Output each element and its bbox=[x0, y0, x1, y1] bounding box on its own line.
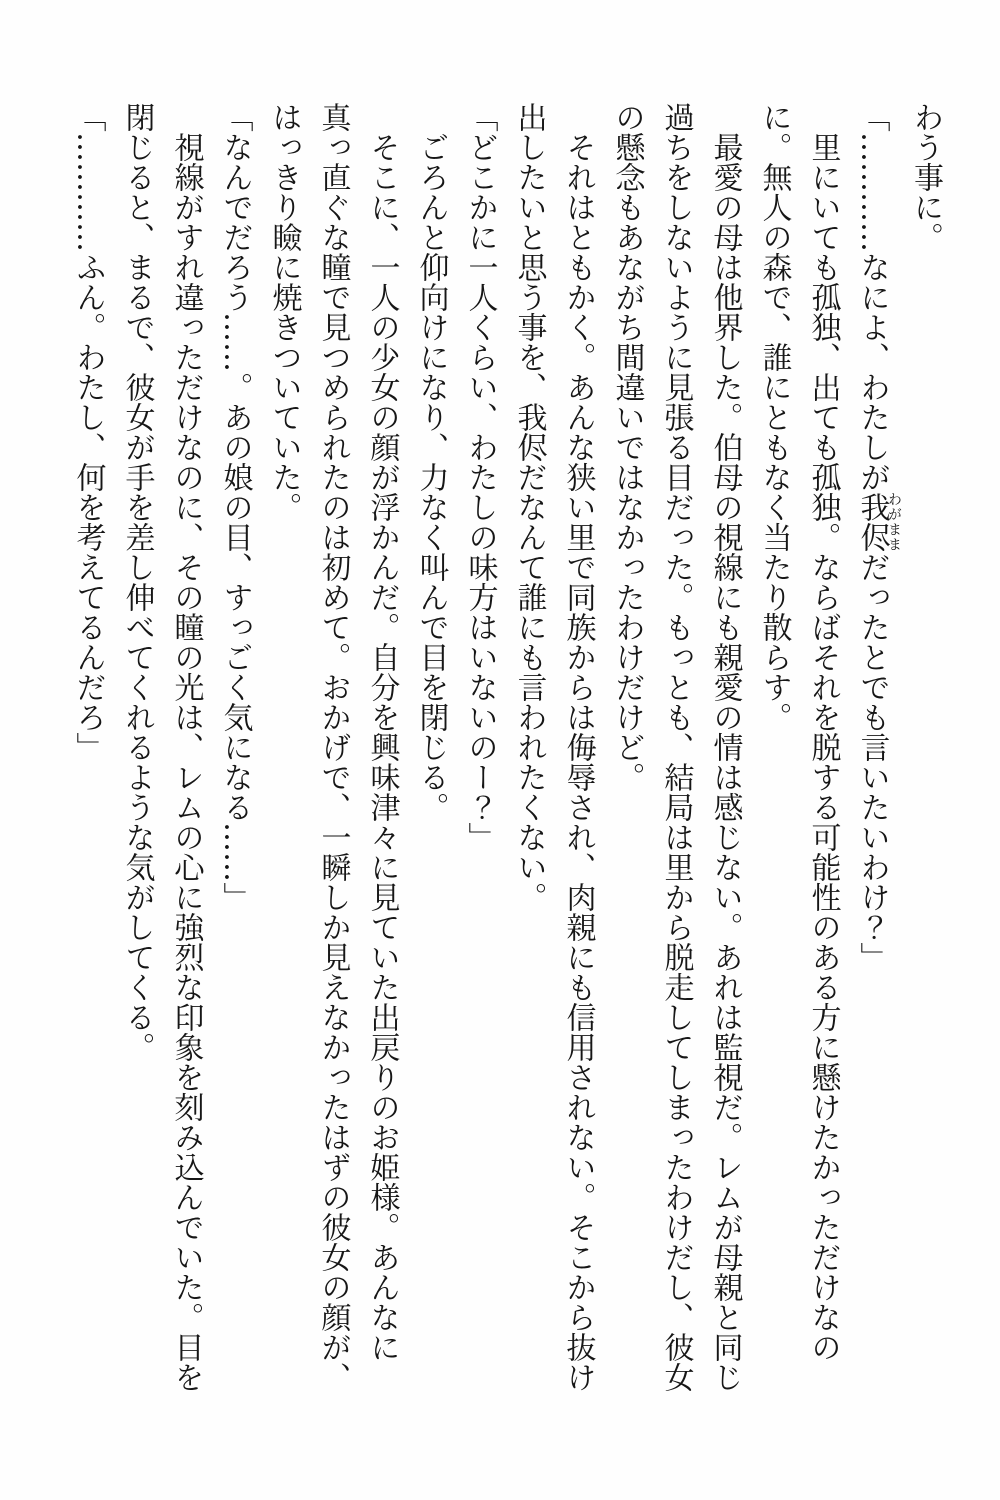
paragraph: それはともかく。あんな狭い里で同族からは侮辱され、肉親にも信用されない。そこから抜け出したいと思う事を、我侭だなんて誰にも言われたくない。 bbox=[511, 102, 596, 1392]
paragraph: 「どこかに一人くらい、わたしの味方はいないのー？」 bbox=[462, 102, 498, 852]
paragraph: 里にいても孤独、出ても孤独。ならばそれを脱する可能性のある方に懸けたかっただけなのに。無人の森で、誰にともなく当たり散らす。 bbox=[756, 102, 841, 1362]
ruby-annotated-word: 我侭わがまま bbox=[854, 492, 902, 552]
paragraph: わう事に。 bbox=[908, 102, 943, 252]
paragraph: ごろんと仰向けになり、力なく叫んで目を閉じる。 bbox=[413, 132, 449, 822]
paragraph: 「なんでだろう……。あの娘の目、すっごく気になる……」 bbox=[217, 102, 253, 912]
paragraph: 視線がすれ違っただけなのに、その瞳の光は、レムの心に強烈な印象を刻み込んでいた。目を閉じると、まるで、彼女が手を差し伸べてくれるような気がしてくる。 bbox=[119, 102, 204, 1392]
paragraph: 「…………なによ、わたしが我侭わがままだったとでも言いたいわけ？」 bbox=[854, 102, 902, 972]
paragraph: 「…………ふん。わたし、何を考えてるんだろ」 bbox=[70, 102, 106, 762]
paragraph: そこに、一人の少女の顔が浮かんだ。自分を興味津々に見ていた出戻りのお姫様。あんなに真っ直ぐな瞳で見つめられたのは初めて。おかげで、一瞬しか見えなかったはずの彼女の顔が、はっきり瞼に焼きついていた。 bbox=[266, 102, 400, 1392]
page-text-vertical bbox=[64, 102, 951, 1394]
paragraph: 最愛の母は他界した。伯母の視線にも親愛の情は感じない。あれは監視だ。レムが母親と同じ過ちをしないように見張る目だった。もっとも、結局は里から脱走してしまったわけだし、彼女の懸念もあながち間違いではなかったわけだけど。 bbox=[609, 102, 743, 1392]
